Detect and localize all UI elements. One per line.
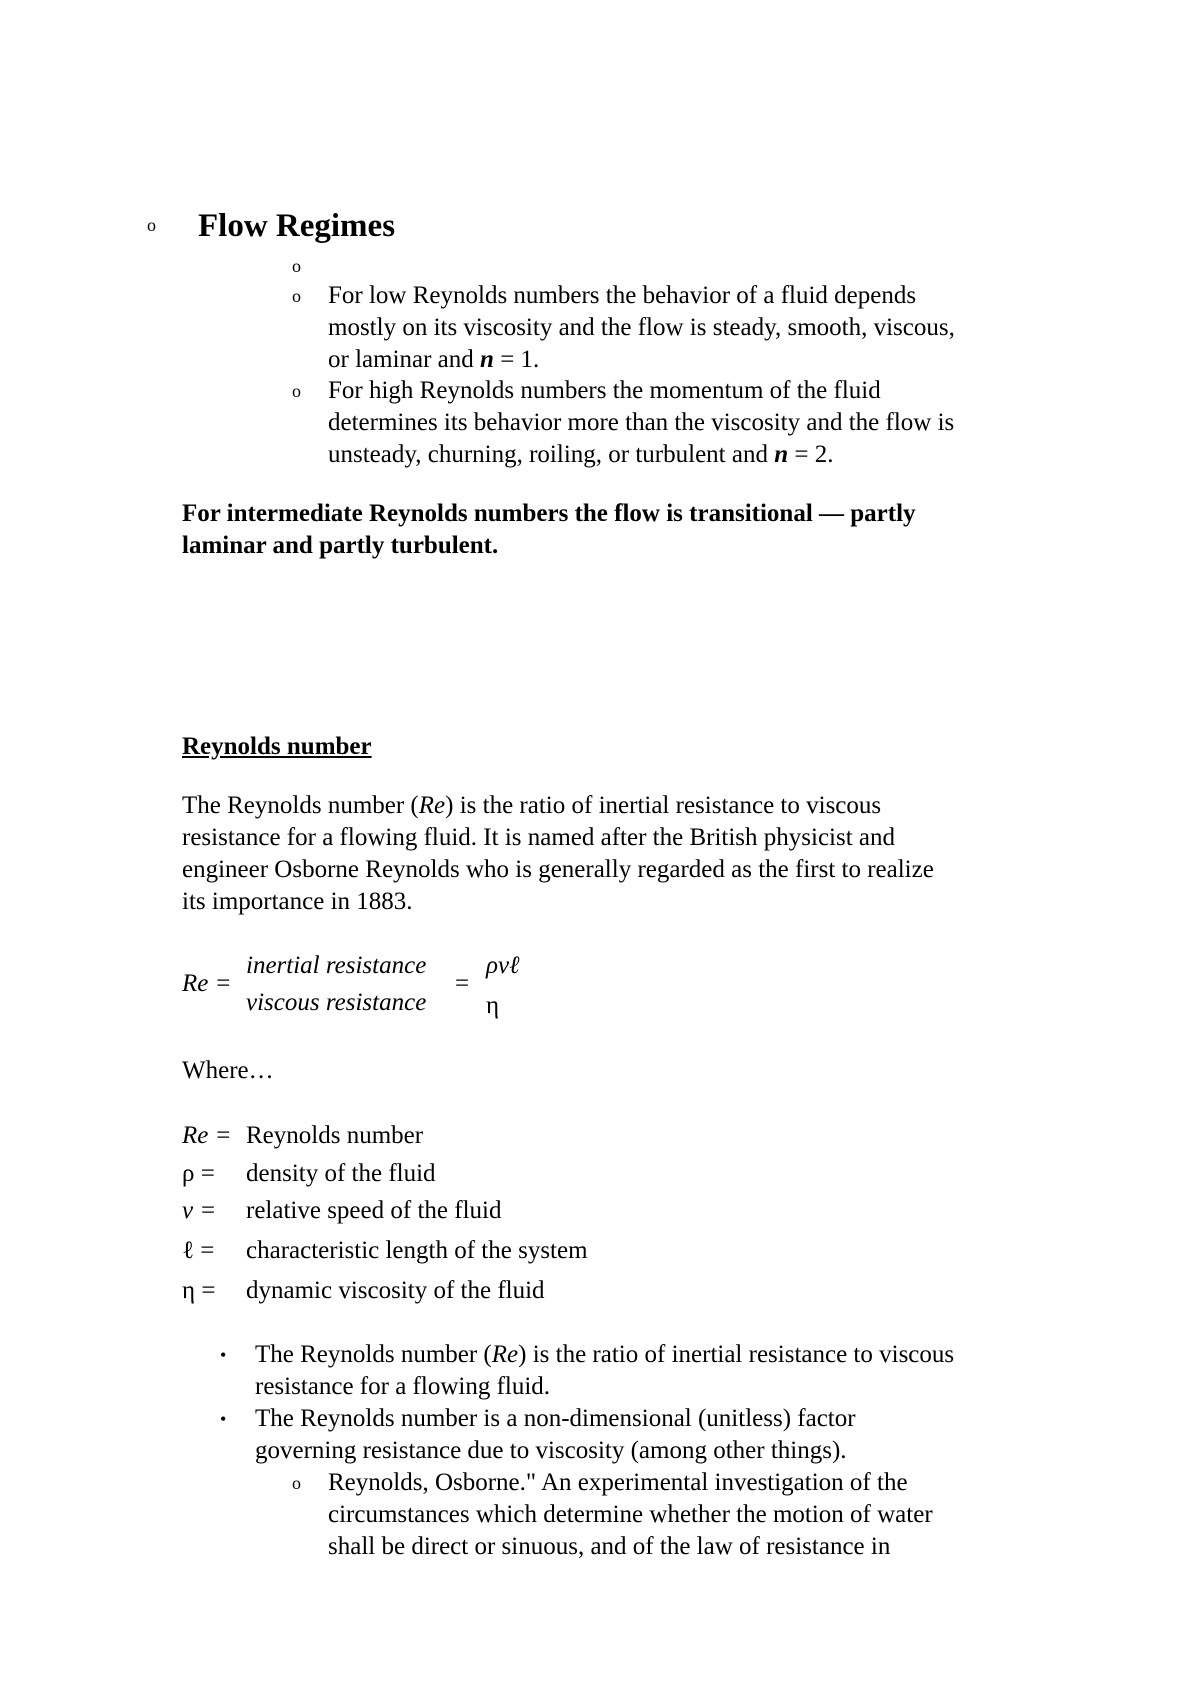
flow-regimes-heading: Flow Regimes bbox=[198, 208, 396, 244]
definition-symbol: ρ = bbox=[182, 1160, 215, 1187]
definition-symbol: η = bbox=[182, 1277, 216, 1304]
high-re-line-3 bbox=[328, 439, 954, 471]
reference-line-2: circumstances which determine whether the motion of water bbox=[328, 1501, 933, 1528]
intro-line-1 bbox=[182, 790, 934, 822]
def-symbol-re: Re = bbox=[182, 1122, 232, 1149]
intro-line-2: resistance for a flowing fluid. It is named after the British physicist and bbox=[182, 824, 896, 851]
fraction-bar bbox=[246, 983, 444, 984]
reference-line-1: Reynolds, Osborne." An experimental investigation of the bbox=[328, 1469, 908, 1496]
definition-meaning: Reynolds number bbox=[246, 1122, 424, 1149]
circle-bullet-icon: o bbox=[292, 381, 301, 401]
low-re-tail: = 1. bbox=[493, 346, 540, 373]
summary-bullet-1 bbox=[255, 1339, 954, 1403]
reynolds-intro-paragraph bbox=[182, 790, 934, 918]
intro-line-3: engineer Osborne Reynolds who is generally regarded as the first to realize bbox=[182, 856, 934, 883]
dot-bullet-icon: • bbox=[220, 1345, 227, 1365]
intro-l1-pre: The Reynolds number ( bbox=[182, 792, 419, 819]
circle-bullet-icon: o bbox=[292, 286, 301, 306]
summary-2-line-1: The Reynolds number is a non-dimensional (unitless) factor bbox=[255, 1405, 856, 1432]
circle-bullet-icon: o bbox=[292, 1473, 301, 1493]
definition-meaning: relative speed of the fluid bbox=[246, 1197, 502, 1224]
where-label: Where… bbox=[182, 1057, 274, 1084]
re-symbol: Re bbox=[418, 792, 446, 819]
formula-denominator: viscous resistance bbox=[246, 989, 427, 1016]
n-symbol: n bbox=[480, 346, 494, 373]
definition-meaning: characteristic length of the system bbox=[246, 1237, 588, 1264]
formula-equals: = bbox=[455, 970, 470, 997]
definition-symbol: v = bbox=[182, 1197, 217, 1224]
summary-1-line-1 bbox=[255, 1339, 954, 1371]
reference-item bbox=[328, 1467, 933, 1563]
low-re-line-3-text: or laminar and bbox=[328, 346, 481, 373]
re-symbol: Re bbox=[491, 1341, 519, 1368]
low-re-line-1: For low Reynolds numbers the behavior of a fluid depends bbox=[328, 282, 917, 309]
high-re-line-1: For high Reynolds numbers the momentum of the fluid bbox=[328, 377, 881, 404]
reynolds-number-heading: Reynolds number bbox=[182, 733, 372, 760]
definition-meaning: dynamic viscosity of the fluid bbox=[246, 1277, 545, 1304]
intermediate-line-1: For intermediate Reynolds numbers the flow is transitional — partly bbox=[182, 500, 916, 527]
summary-1-line-2: resistance for a flowing fluid. bbox=[255, 1373, 551, 1400]
intermediate-line-2: laminar and partly turbulent. bbox=[182, 532, 499, 559]
definition-symbol: ℓ = bbox=[182, 1237, 215, 1264]
dot-bullet-icon: • bbox=[220, 1409, 227, 1429]
formula-rhs-numerator: ρvℓ bbox=[486, 952, 520, 979]
summary-2-line-2: governing resistance due to viscosity (among other things). bbox=[255, 1437, 847, 1464]
high-re-tail: = 2. bbox=[788, 441, 834, 468]
formula-numerator: inertial resistance bbox=[246, 952, 427, 979]
high-reynolds-item bbox=[328, 375, 954, 471]
low-re-line-2: mostly on its viscosity and the flow is steady, smooth, viscous, bbox=[328, 314, 955, 341]
definition-meaning: density of the fluid bbox=[246, 1160, 436, 1187]
definition-symbol bbox=[182, 1120, 244, 1152]
circle-bullet-icon: o bbox=[147, 215, 156, 235]
formula-lhs: Re = bbox=[182, 970, 232, 997]
circle-bullet-icon: o bbox=[292, 256, 301, 276]
intermediate-reynolds-paragraph bbox=[182, 498, 916, 562]
reference-line-3: shall be direct or sinuous, and of the law of resistance in bbox=[328, 1533, 891, 1560]
low-reynolds-item bbox=[328, 280, 955, 376]
b1-pre: The Reynolds number ( bbox=[255, 1341, 492, 1368]
low-re-line-3 bbox=[328, 344, 955, 376]
high-re-line-3-text: unsteady, churning, roiling, or turbulent and bbox=[328, 441, 775, 468]
intro-l1-post: ) is the ratio of inertial resistance to viscous bbox=[445, 792, 882, 819]
summary-bullet-2 bbox=[255, 1403, 856, 1467]
n-symbol: n bbox=[774, 441, 789, 468]
formula-rhs-denominator: η bbox=[486, 992, 500, 1019]
b1-post: ) is the ratio of inertial resistance to viscous bbox=[518, 1341, 955, 1368]
intro-line-4: its importance in 1883. bbox=[182, 888, 413, 915]
high-re-line-2: determines its behavior more than the viscosity and the flow is bbox=[328, 409, 955, 436]
